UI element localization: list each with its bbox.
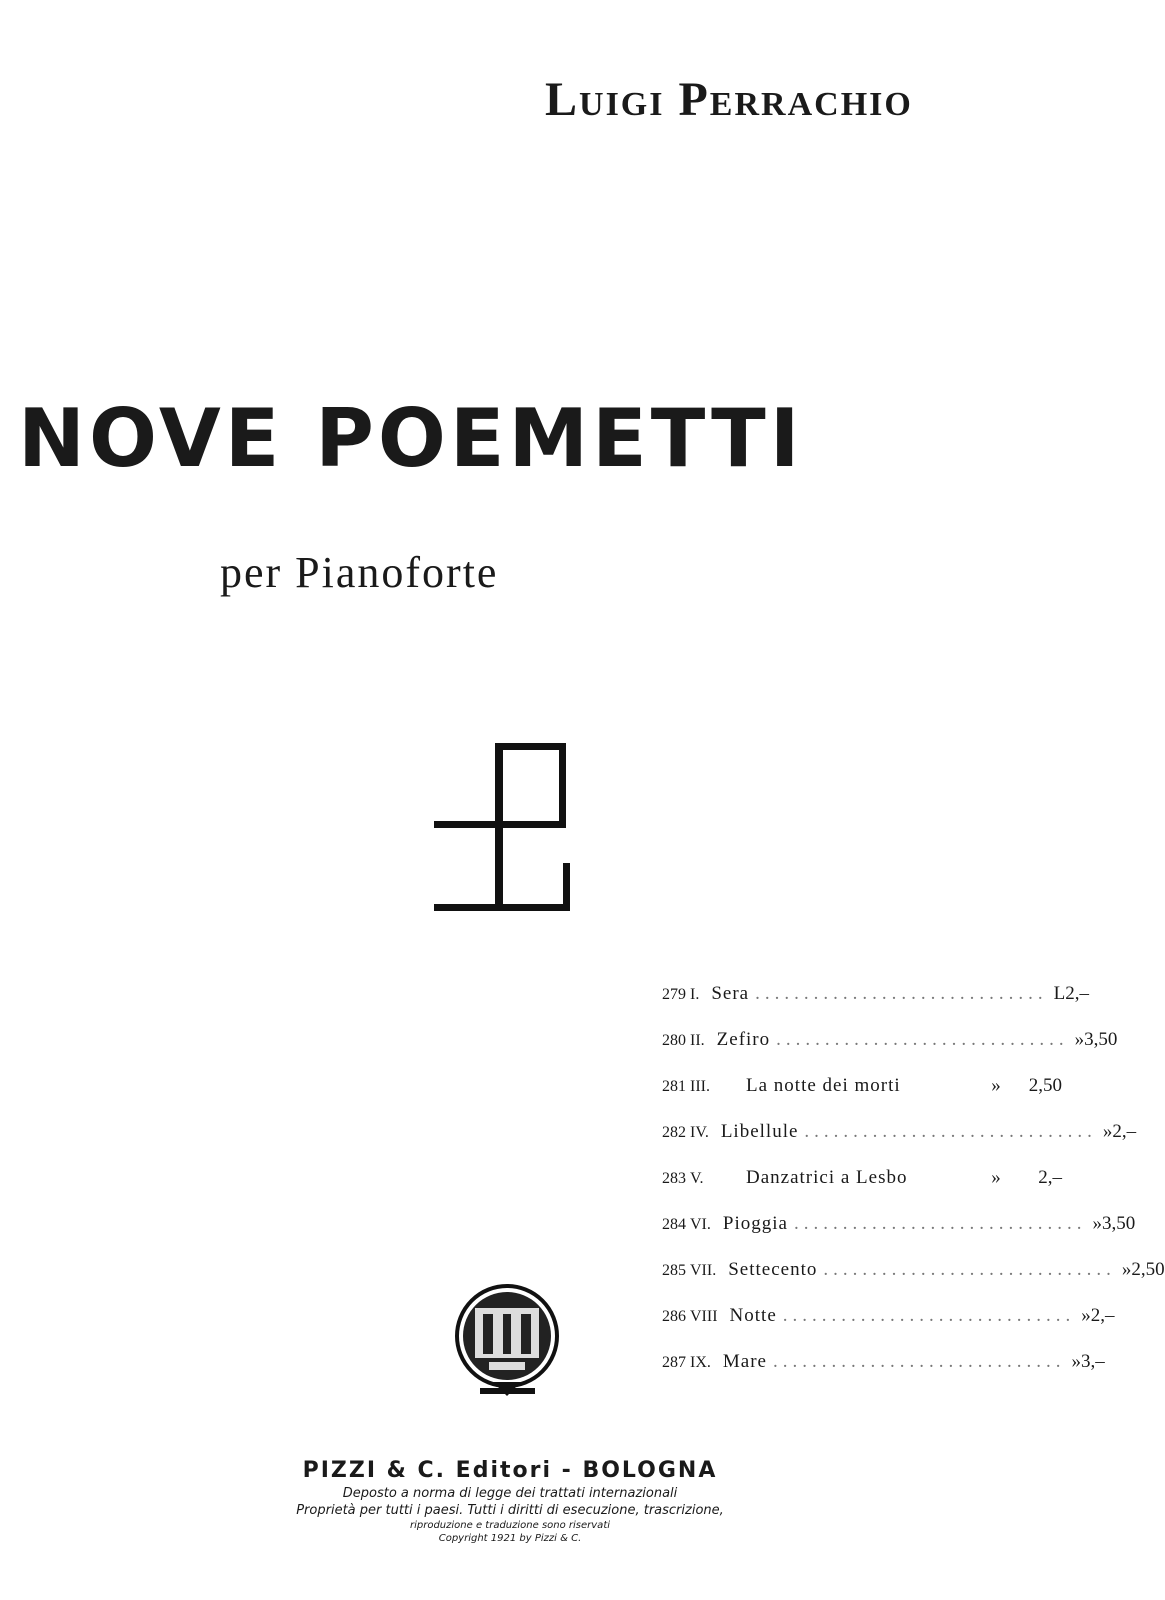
catalog-number: 282 (662, 1124, 686, 1141)
publisher-name: PIZZI & C. Editori - BOLOGNA (302, 1458, 718, 1483)
catalog-entry (662, 1305, 1115, 1351)
piece-price: 3,– (1080, 1351, 1105, 1372)
reproduction-notice: riproduzione e traduzione sono riservati (409, 1520, 611, 1531)
composer-name: Luigi Perrachio (545, 73, 913, 126)
catalog-roman: III. (690, 1078, 710, 1095)
leader-dots: .............................. (772, 1351, 1066, 1372)
currency-mark: L (1053, 983, 1066, 1004)
catalog-entry (662, 1259, 1165, 1305)
piece-name: Settecento (728, 1259, 818, 1280)
publisher-emblem-icon (445, 1278, 570, 1403)
piece-name: Pioggia (722, 1213, 788, 1234)
catalog-roman: VII. (690, 1262, 717, 1279)
copyright-notice: Copyright 1921 by Pizzi & C. (438, 1533, 582, 1544)
leader-dots: .............................. (823, 1259, 1116, 1280)
piece-name: Sera (711, 983, 750, 1004)
catalog-roman: II. (690, 1032, 705, 1049)
piece-name: Libellule (720, 1121, 799, 1142)
piece-price: 2,– (1090, 1305, 1115, 1326)
piece-price: 2,50 (1028, 1075, 1062, 1096)
piece-name: Mare (722, 1351, 767, 1372)
leader-dots: .............................. (793, 1213, 1087, 1234)
catalog-roman: IV. (690, 1124, 709, 1141)
currency-mark: » (991, 1167, 1001, 1188)
catalog-number: 279 (662, 986, 686, 1003)
leader-dots: .............................. (782, 1305, 1076, 1326)
leader-dots: .............................. (755, 983, 1048, 1004)
piece-price: 2,50 (1131, 1259, 1165, 1280)
catalog-roman: VI. (690, 1216, 711, 1233)
catalog-number: 286 (662, 1308, 686, 1325)
work-title: NOVE POEMETTI (18, 392, 804, 485)
piece-price: 3,50 (1084, 1029, 1118, 1050)
piece-name: Danzatrici a Lesbo (746, 1167, 908, 1188)
leader-dots: .............................. (776, 1029, 1069, 1050)
monogram-logo (420, 735, 590, 915)
catalog-roman: I. (690, 986, 700, 1003)
rights-notice: Proprietà per tutti i paesi. Tutti i diritti di esecuzione, trascrizione, (296, 1503, 724, 1518)
currency-mark: » (991, 1075, 1001, 1096)
catalog-number: 280 (662, 1032, 686, 1049)
currency-mark: » (1102, 1121, 1113, 1142)
catalog-roman: V. (690, 1170, 704, 1187)
catalog-number: 283 (662, 1170, 686, 1187)
piece-price: 3,50 (1101, 1213, 1136, 1234)
piece-price: 2,– (1038, 1167, 1062, 1188)
catalog-number: 284 (662, 1216, 686, 1233)
work-subtitle: per Pianoforte (220, 548, 499, 597)
currency-mark: » (1081, 1305, 1091, 1326)
currency-mark: » (1092, 1213, 1102, 1234)
catalog-number: 285 (662, 1262, 686, 1279)
catalog-roman: IX. (690, 1354, 711, 1371)
catalog-entry (662, 1029, 1118, 1075)
leader-dots: .............................. (804, 1121, 1097, 1142)
piece-name: Notte (729, 1305, 777, 1326)
currency-mark: » (1071, 1351, 1081, 1372)
legal-notice: Deposto a norma di legge dei trattati internazionali (342, 1486, 678, 1501)
piece-name: Zefiro (716, 1029, 771, 1050)
catalog-entry (662, 1351, 1105, 1397)
piece-price: 2,– (1112, 1121, 1137, 1142)
catalog-roman: VIII (690, 1308, 718, 1325)
catalog-entry (662, 1213, 1136, 1259)
catalog-entry (662, 1167, 1062, 1213)
piece-name: La notte dei morti (746, 1075, 901, 1096)
catalog-number: 287 (662, 1354, 686, 1371)
currency-mark: » (1121, 1259, 1132, 1280)
currency-mark: » (1074, 1029, 1085, 1050)
catalog-number: 281 (662, 1078, 686, 1095)
publisher-footer (200, 1458, 820, 1545)
catalog-entry (662, 1075, 1062, 1121)
catalog-list (662, 983, 1165, 1397)
catalog-entry (662, 983, 1089, 1029)
piece-price: 2,– (1065, 983, 1089, 1004)
catalog-entry (662, 1121, 1137, 1167)
